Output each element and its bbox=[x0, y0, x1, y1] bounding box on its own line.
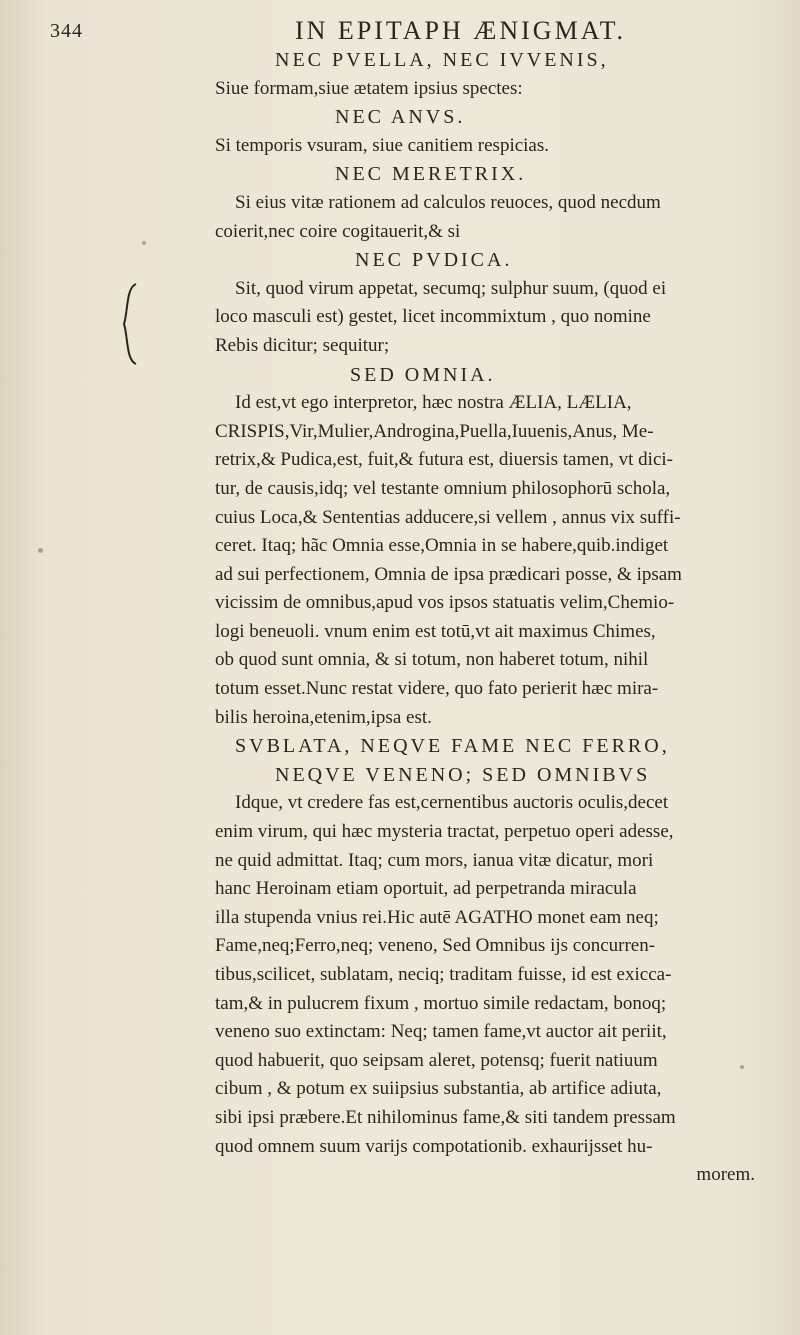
text-line: cuius Loca,& Sententias adducere,si vellem , annus vix suffi- bbox=[215, 506, 681, 528]
text-body bbox=[155, 46, 795, 1190]
text-line: Si eius vitæ rationem ad calculos reuoces, quod necdum bbox=[235, 191, 661, 213]
text-line: NEC PVDICA. bbox=[355, 249, 513, 272]
text-line: veneno suo extinctam: Neq; tamen fame,vt auctor ait periit, bbox=[215, 1021, 667, 1043]
text-line: morem. bbox=[696, 1164, 755, 1186]
text-line: illa stupenda vnius rei.Hic autē AGATHO monet eam neq; bbox=[215, 906, 659, 928]
text-line: ob quod sunt omnia, & si totum, non haberet totum, nihil bbox=[215, 649, 649, 671]
page-number: 344 bbox=[50, 20, 83, 42]
text-line: coierit,nec coire cogitauerit,& si bbox=[215, 220, 461, 242]
text-line: Rebis dicitur; sequitur; bbox=[215, 334, 390, 356]
text-line: NEC ANVS. bbox=[335, 106, 466, 129]
text-line: Fame,neq;Ferro,neq; veneno, Sed Omnibus ijs concurren- bbox=[215, 935, 656, 957]
text-line: quod habuerit, quo seipsam aleret, potensq; fuerit natiuum bbox=[215, 1049, 658, 1071]
text-line: tam,& in pulucrem fixum , mortuo simile redactam, bonoq; bbox=[215, 992, 667, 1014]
text-line: NEC MERETRIX. bbox=[335, 163, 527, 186]
text-line: NEC PVELLA, NEC IVVENIS, bbox=[275, 49, 609, 71]
text-line: vicissim de omnibus,apud vos ipsos statuatis velim,Chemio- bbox=[215, 592, 675, 614]
text-line: ceret. Itaq; hãc Omnia esse,Omnia in se habere,quib.indiget bbox=[215, 535, 669, 557]
text-line: SVBLATA, NEQVE FAME NEC FERRO, bbox=[235, 735, 670, 758]
ink-speck bbox=[142, 241, 146, 245]
text-line: enim virum, qui hæc mysteria tractat, perpetuo operi adesse, bbox=[215, 821, 674, 843]
text-line: cibum , & potum ex suiipsius substantia, ab artifice adiuta, bbox=[215, 1078, 662, 1100]
text-line: Idque, vt credere fas est,cernentibus auctoris oculis,decet bbox=[235, 792, 669, 814]
text-line: retrix,& Pudica,est, fuit,& futura est, diuersis tamen, vt dici- bbox=[215, 449, 674, 471]
text-line: tur, de causis,idq; vel testante omnium philosophorū schola, bbox=[215, 477, 671, 499]
text-line: ad sui perfectionem, Omnia de ipsa prædicari posse, & ipsam bbox=[215, 563, 682, 585]
margin-bracket-icon bbox=[120, 282, 138, 366]
text-line: bilis heroina,etenim,ipsa est. bbox=[215, 706, 432, 728]
text-line: tibus,scilicet, sublatam, neciq; traditam fuisse, id est exicca- bbox=[215, 964, 672, 985]
text-line: ne quid admittat. Itaq; cum mors, ianua vitæ dicatur, mori bbox=[215, 849, 654, 871]
text-line: sibi ipsi præbere.Et nihilominus fame,& siti tandem pressam bbox=[215, 1106, 676, 1128]
text-line: hanc Heroinam etiam oportuit, ad perpetranda miracula bbox=[215, 878, 637, 900]
text-line: quod omnem suum varijs compotationib. exhaurijsset hu- bbox=[215, 1135, 653, 1157]
text-line: CRISPIS,Vir,Mulier,Androgina,Puella,Iuuenis,Anus, Me- bbox=[215, 420, 654, 442]
running-head: IN EPITAPH ÆNIGMAT. bbox=[295, 16, 627, 45]
text-line: loco masculi est) gestet, licet incommixtum , quo nomine bbox=[215, 306, 651, 328]
text-line: Id est,vt ego interpretor, hæc nostra ÆLIA, LÆLIA, bbox=[235, 392, 632, 414]
text-line: Sit, quod virum appetat, secumq; sulphur suum, (quod ei bbox=[235, 277, 667, 299]
ink-speck bbox=[38, 548, 43, 553]
page-header bbox=[50, 12, 750, 48]
text-line: Siue formam,siue ætatem ipsius spectes: bbox=[215, 77, 523, 99]
text-line: Si temporis vsuram, siue canitiem respicias. bbox=[215, 134, 550, 156]
text-line: NEQVE VENENO; SED OMNIBVS bbox=[275, 763, 651, 786]
text-line: totum esset.Nunc restat videre, quo fato perierit hæc mira- bbox=[215, 678, 659, 700]
text-line: SED OMNIA. bbox=[350, 363, 496, 386]
text-line: logi beneuoli. vnum enim est totū,vt ait maximus Chimes, bbox=[215, 620, 656, 642]
